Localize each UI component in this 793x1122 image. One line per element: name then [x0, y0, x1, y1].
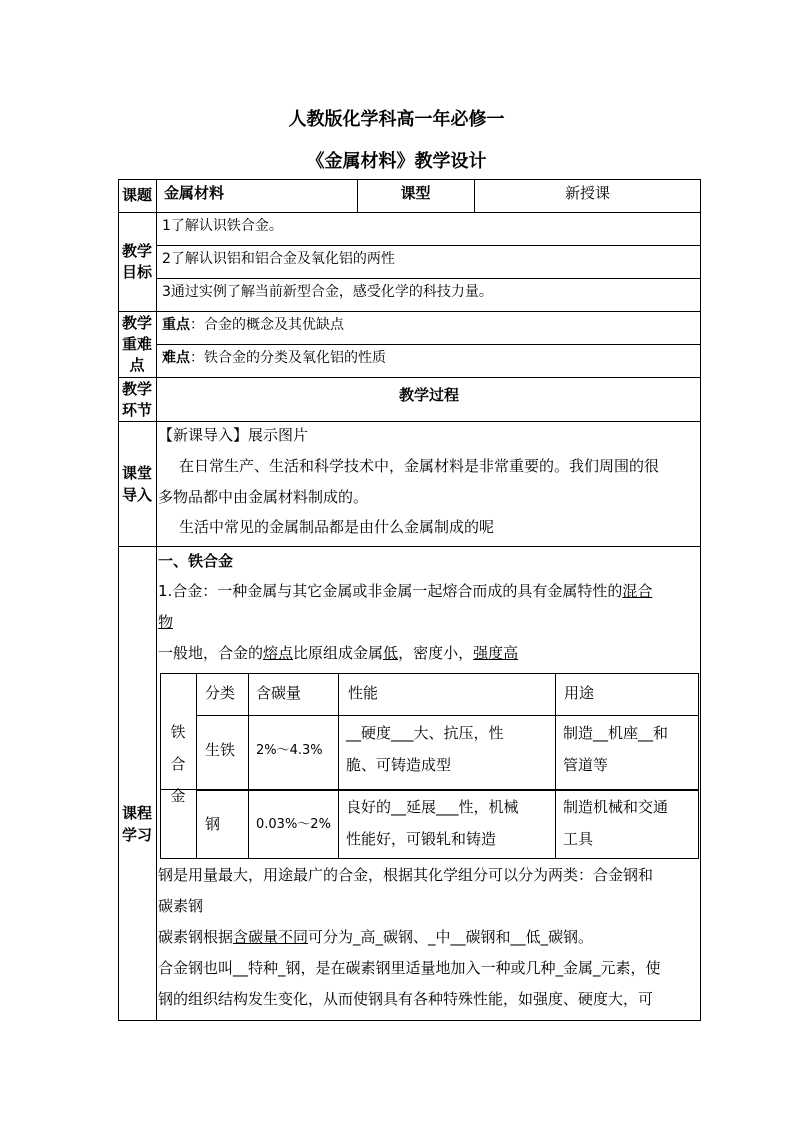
carbon-text-1: 碳素钢根据	[158, 928, 234, 946]
intro-line-4: 生活中常见的金属制品都是由什么金属制成的呢	[179, 518, 495, 536]
row-pig-iron-perf-1: __硬度___大、抗压，性	[346, 724, 504, 742]
inner-divider	[196, 715, 699, 716]
general-text-3: ，密度小，	[398, 644, 474, 662]
inner-div-ext	[196, 790, 197, 858]
label-process-1: 教学	[121, 380, 152, 398]
row-pig-iron-name: 生铁	[205, 741, 236, 759]
label-objectives-1: 教学	[121, 242, 152, 260]
row-pig-iron-use-1: 制造__机座__和	[563, 724, 669, 742]
alloy-definition-text: 1.合金：一种金属与其它金属或非金属一起熔合而成的具有金属特性的	[158, 582, 623, 600]
row-divider	[156, 344, 701, 345]
label-process-2: 环节	[121, 401, 152, 419]
row-steel-carbon: 0.03%～2%	[256, 817, 331, 832]
inner-div-ext	[555, 790, 556, 858]
row-steel-perf-2: 性能好，可锻轧和铸造	[346, 830, 497, 848]
header-carbon: 含碳量	[256, 684, 302, 702]
answer-mixture-part2: 物	[158, 613, 174, 631]
intro-line-1: 【新课导入】展示图片	[158, 426, 309, 444]
objective-3: 3通过实例了解当前新型合金，感受化学的科技力量。	[162, 284, 493, 300]
alloy-steel-paragraph-1: 合金钢也叫__特种_钢，是在碳素钢里适量地加入一种或几种_金属_元素，使	[158, 959, 661, 977]
label-keypoints-1: 教学	[121, 314, 152, 332]
inner-divider	[196, 790, 699, 791]
intro-line-2: 在日常生产、生活和科学技术中，金属材料是非常重要的。我们周围的很	[179, 457, 660, 475]
row-divider	[118, 212, 701, 213]
answer-lower: 低	[383, 644, 399, 662]
carbon-steel-paragraph	[158, 927, 593, 947]
inner-divider	[196, 673, 197, 790]
focus-text: ：合金的概念及其优缺点	[190, 317, 344, 333]
group-label-2: 合	[170, 755, 186, 773]
group-label-3: 金	[170, 787, 186, 805]
general-text-1: 一般地，合金的	[158, 644, 264, 662]
objective-1: 1了解认识铁合金。	[162, 218, 283, 234]
topic-value: 金属材料	[164, 184, 225, 202]
doc-title: 人教版化学科高一年必修一	[288, 109, 505, 130]
label-keypoints-2: 重难	[121, 335, 152, 353]
answer-mixture-part1: 混合	[622, 582, 653, 600]
group-label-1: 铁	[170, 723, 186, 741]
inner-div-ext	[248, 790, 249, 858]
row-divider	[118, 546, 701, 547]
steel-paragraph-2: 碳素钢	[158, 897, 204, 915]
label-lesson-type: 课型	[400, 184, 431, 202]
label-study-2: 学习	[121, 826, 152, 844]
answer-melting-point: 熔点	[263, 644, 294, 662]
label-topic: 课题	[121, 186, 152, 204]
inner-divider	[555, 673, 556, 790]
label-intro-2: 导入	[121, 486, 152, 504]
label-study-1: 课程	[121, 804, 152, 822]
alloy-steel-paragraph-2: 钢的组织结构发生变化，从而使钢具有各种特殊性能，如强度、硬度大，可	[158, 990, 654, 1008]
row-steel-use-1: 制造机械和交通	[563, 798, 669, 816]
intro-line-3: 多物品都中由金属材料制成的。	[158, 488, 369, 506]
inner-divider	[248, 673, 249, 790]
answer-high-strength: 强度高	[473, 644, 519, 662]
column-divider	[156, 179, 157, 1021]
row-pig-iron-perf-2: 脆、可铸造成型	[346, 756, 452, 774]
focus-label: 重点	[162, 317, 190, 333]
row-pig-iron-carbon: 2%～4.3%	[256, 743, 323, 758]
section-heading: 一、铁合金	[158, 552, 234, 570]
steel-paragraph-1: 钢是用量最大，用途最广的合金，根据其化学组分可以分为两类：合金钢和	[158, 866, 654, 884]
difficulty-label: 难点	[162, 350, 190, 366]
inner-left-ext	[160, 790, 161, 858]
difficulty-point	[162, 349, 386, 367]
alloy-definition	[158, 581, 652, 601]
row-divider	[118, 311, 701, 312]
row-pig-iron-use-2: 管道等	[563, 756, 609, 774]
doc-subtitle: 《金属材料》教学设计	[306, 151, 487, 172]
header-category: 分类	[205, 684, 236, 702]
header-use: 用途	[564, 684, 595, 702]
objective-2: 2了解认识铝和铝合金及氧化铝的两性	[162, 251, 395, 267]
header-performance: 性能	[348, 684, 379, 702]
row-divider	[118, 421, 701, 422]
inner-divider	[338, 673, 339, 790]
row-divider	[156, 278, 701, 279]
row-divider	[156, 245, 701, 246]
general-text-2: 比原组成金属	[293, 644, 384, 662]
difficulty-text: ：铁合金的分类及氧化铝的性质	[190, 350, 386, 366]
row-steel-name: 钢	[205, 815, 221, 833]
focus-point	[162, 316, 344, 334]
inner-right-ext	[698, 790, 699, 858]
label-keypoints-3: 点	[129, 356, 145, 374]
label-intro-1: 课堂	[121, 464, 152, 482]
row-steel-perf-1: 良好的__延展___性，机械	[346, 798, 519, 816]
lesson-type-value: 新授课	[564, 184, 610, 202]
carbon-text-2: 可分为_高_碳钢、_中__碳钢和__低_碳钢。	[308, 928, 594, 946]
row-steel-use-2: 工具	[563, 830, 594, 848]
inner-div-ext	[338, 790, 339, 858]
row-divider	[118, 377, 701, 378]
process-heading: 教学过程	[398, 386, 459, 404]
alloy-general-properties	[158, 643, 518, 663]
answer-carbon-content: 含碳量不同	[233, 928, 309, 946]
label-objectives-2: 目标	[121, 263, 152, 281]
inner-bottom	[160, 858, 699, 859]
